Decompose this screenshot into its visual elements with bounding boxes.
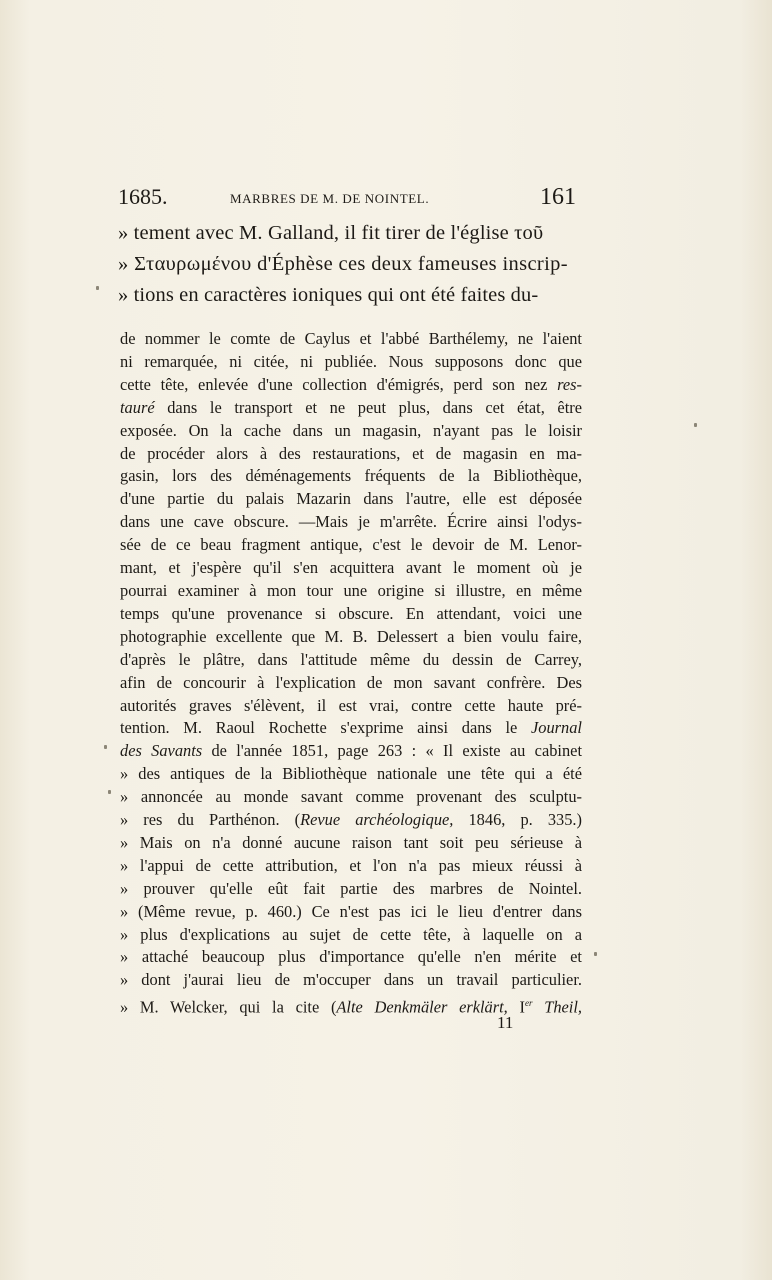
header-year: 1685.	[118, 184, 168, 209]
text-line: » (Même revue, p. 460.) Ce n'est pas ici le lieu d'entrer dans	[120, 901, 582, 921]
margin-speck	[594, 952, 597, 956]
text-line: des Savants de l'année 1851, page 263 : « Il existe au cabinet	[120, 741, 582, 761]
quote-line: » tement avec M. Galland, il fit tirer de l'église τοῦ	[118, 222, 544, 244]
running-title: MARBRES DE M. DE NOINTEL.	[230, 191, 430, 206]
text-line: » prouver qu'elle eût fait partie des marbres de Nointel.	[120, 878, 582, 898]
text-line: cette tête, enlevée d'une collection d'émigrés, perd son nez res-	[120, 374, 582, 394]
text-line: afin de concourir à l'explication de mon savant confrère. Des	[120, 672, 582, 692]
text-line: de nommer le comte de Caylus et l'abbé Barthélemy, ne l'aient	[120, 329, 582, 348]
margin-speck	[104, 745, 107, 749]
text-line: » des antiques de la Bibliothèque nationale une tête qui a été	[120, 764, 582, 784]
text-line: » Mais on n'a donné aucune raison tant soit peu sérieuse à	[120, 832, 582, 852]
text-line: mant, et j'espère qu'il s'en acquittera avant le moment où je	[120, 558, 582, 578]
text-line: sée de ce beau fragment antique, c'est le devoir de M. Lenor-	[120, 535, 582, 555]
page-number: 161	[540, 184, 576, 210]
quote-line: » tions en caractères ioniques qui ont été faites du-	[118, 284, 539, 306]
text-line: » attaché beaucoup plus d'importance qu'elle n'en mérite et	[120, 947, 582, 967]
text-line: photographie excellente que M. B. Delessert a bien voulu faire,	[120, 626, 582, 646]
text-line: » annoncée au monde savant comme provenant des sculptu-	[120, 787, 582, 807]
text-line: » res du Parthénon. (Revue archéologique, 1846, p. 335.)	[120, 810, 582, 830]
text-line: dans une cave obscure. —Mais je m'arrête. Écrire ainsi l'odys-	[120, 512, 582, 532]
margin-speck	[694, 423, 697, 427]
quote-line: » Σταυρωμένου d'Éphèse ces deux fameuses inscrip-	[118, 253, 568, 275]
text-line: ni remarquée, ni citée, ni publiée. Nous supposons donc que	[120, 351, 582, 371]
text-line: » dont j'aurai lieu de m'occuper dans un travail particulier.	[120, 970, 582, 990]
text-line: » M. Welcker, qui la cite (Alte Denkmäler erklärt, Ier Theil,	[120, 997, 583, 1017]
text-line: exposée. On la cache dans un magasin, n'ayant pas le loisir	[120, 420, 582, 440]
margin-speck	[96, 286, 99, 290]
text-line: d'après le plâtre, dans l'attitude même du dessin de Carrey,	[120, 649, 582, 669]
quotation-block	[118, 218, 578, 311]
text-line: de procéder alors à des restaurations, et de magasin en ma-	[120, 443, 582, 463]
text-line: tention. M. Raoul Rochette s'exprime ainsi dans le Journal	[120, 718, 582, 738]
text-line: gasin, lors des déménagements fréquents de la Bibliothèque,	[120, 466, 582, 486]
text-line: d'une partie du palais Mazarin dans l'autre, elle est déposée	[120, 489, 582, 509]
margin-speck	[108, 790, 111, 794]
text-line: » plus d'explications au sujet de cette tête, à laquelle on a	[120, 924, 582, 944]
text-line: tauré dans le transport et ne peut plus, dans cet état, être	[120, 397, 582, 417]
text-line: autorités graves s'élèvent, il est vrai, contre cette haute pré-	[120, 695, 582, 715]
running-header	[118, 184, 576, 214]
signature-mark: 11	[497, 1013, 514, 1032]
text-line: pourrai examiner à mon tour une origine si illustre, en même	[120, 580, 582, 600]
text-line: temps qu'une provenance si obscure. En attendant, voici une	[120, 603, 582, 623]
body-text	[120, 328, 582, 1020]
text-line: » l'appui de cette attribution, et l'on n'a pas mieux réussi à	[120, 855, 582, 875]
